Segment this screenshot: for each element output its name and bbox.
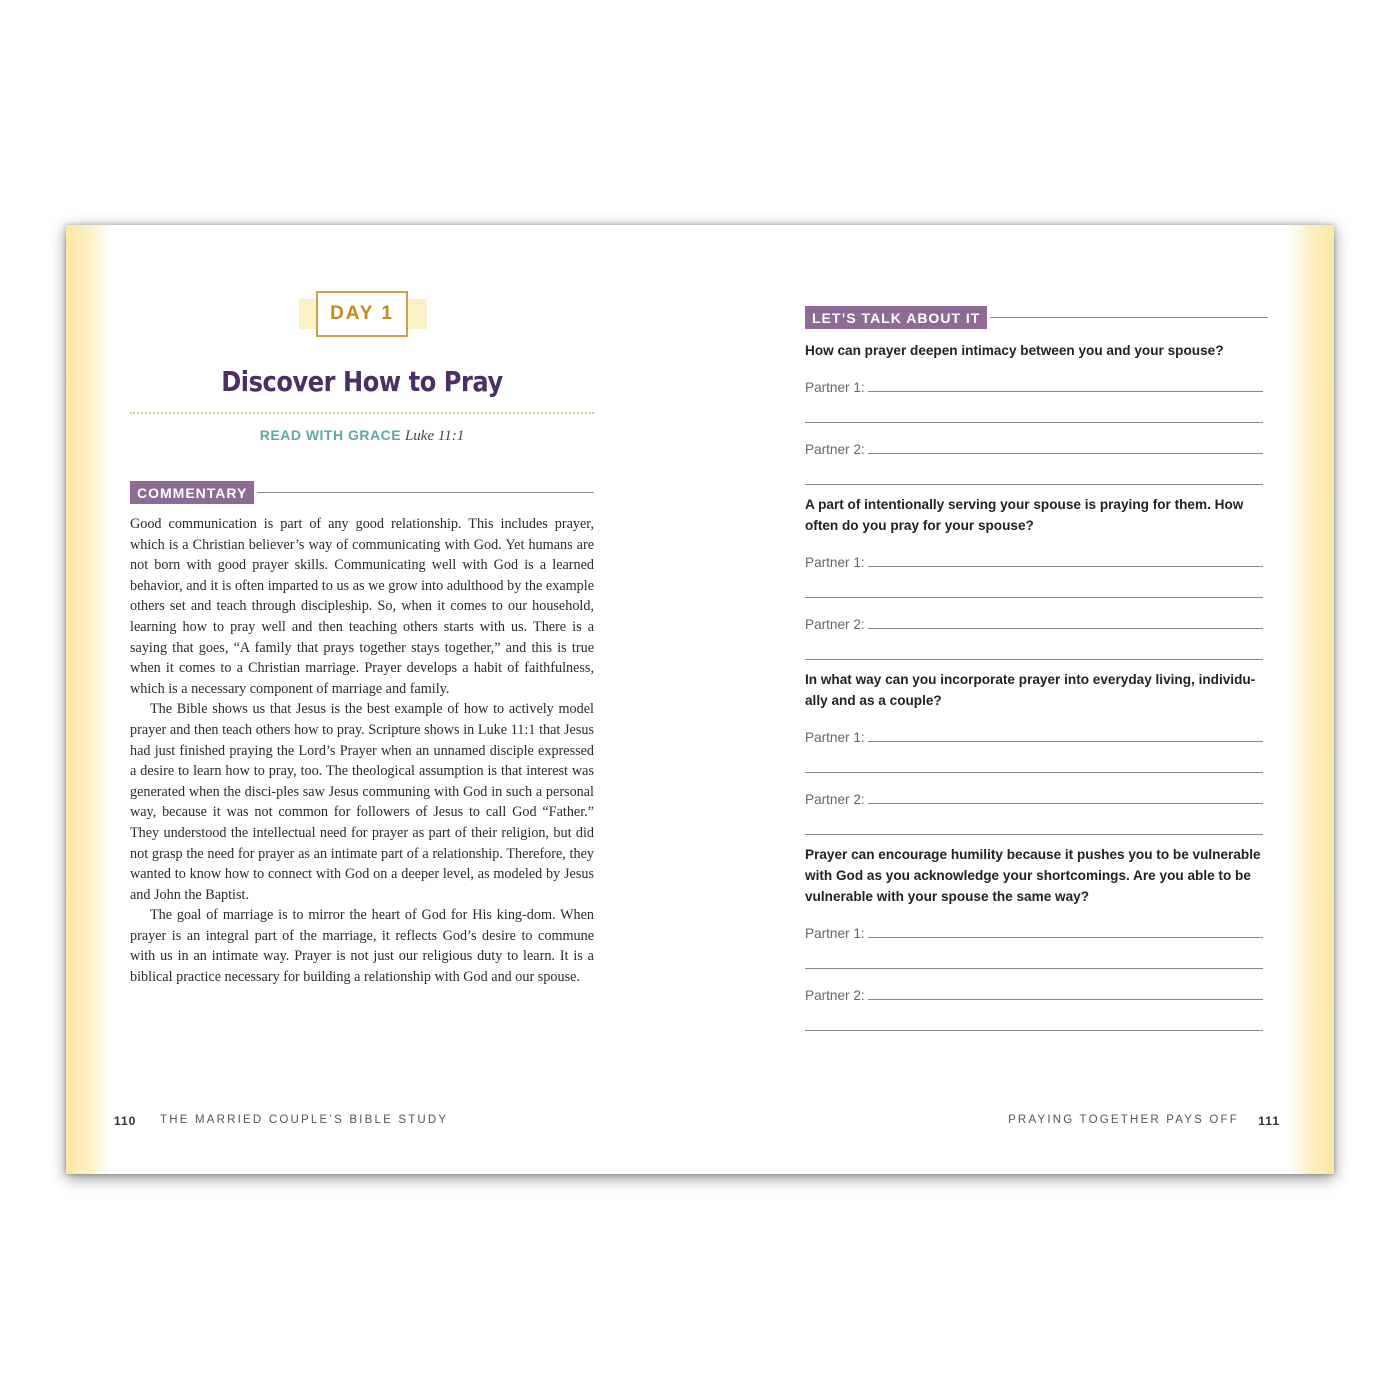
question-text: A part of intentionally serving your spouse is praying for them. How often do you pray for your spouse?: [805, 497, 1244, 533]
partner-2-answer[interactable]: [805, 423, 1263, 457]
partner-1-answer-continued[interactable]: [805, 938, 1263, 969]
partner-2-answer-continued[interactable]: [805, 804, 1263, 835]
talk-about-it-header: [805, 306, 1268, 329]
partner-1-label: Partner 1:: [805, 730, 865, 745]
partner-1-label: Partner 1:: [805, 555, 865, 570]
question-text: How can prayer deepen intimacy between you and your spouse?: [805, 343, 1224, 358]
partner-1-answer-continued[interactable]: [805, 392, 1263, 423]
partner-1-answer-continued[interactable]: [805, 567, 1263, 598]
answer-rule: [805, 1030, 1263, 1031]
talk-about-it-rule: [990, 317, 1268, 318]
partner-2-answer-continued[interactable]: [805, 454, 1263, 485]
day-label: DAY 1: [316, 291, 408, 337]
question-text: Prayer can encourage humility because it pushes you to be vulnerable with God as you acknowledge your shortcomings. Are you able to be vulnerable with your spouse the same way?: [805, 847, 1261, 904]
left-page-edge: [66, 225, 110, 1174]
commentary-tag: COMMENTARY: [130, 481, 254, 504]
partner-2-label: Partner 2:: [805, 617, 865, 632]
partner-2-answer-continued[interactable]: [805, 629, 1263, 660]
running-head-left: THE MARRIED COUPLE’S BIBLE STUDY: [160, 1114, 449, 1126]
commentary-paragraph: The Bible shows us that Jesus is the best example of how to actively model prayer and then teach others how to pray. Scripture shows in Luke 11:1 that Jesus had just finished praying the Lord’s Prayer when an unnamed disciple expressed a desire to learn how to pray, too. The theological assumption is that interest was generated when the disci-ples saw Jesus communing with God in such a personal way, because it was not common for followers of Jesus to call God “Father.” They understood the intellectual need for prayer as part of their religion, but did not grasp the need for prayer as an intimate part of a relationship. Therefore, they wanted to know how to connect with God on a deeper level, as modeled by Jesus and John the Baptist.: [130, 701, 594, 903]
question-block-2: [805, 494, 1263, 660]
commentary-paragraph: The goal of marriage is to mirror the heart of God for His king-dom. When prayer is an integral part of the marriage, it reflects God’s desire to commune with us in an intimate way. Prayer is not just our religious duty to learn. It is a biblical practice necessary for building a relationship with God and our spouse.: [130, 907, 594, 986]
book-spread: [66, 225, 1334, 1174]
answer-rule: [805, 484, 1263, 485]
scripture-reference: Luke 11:1: [404, 428, 465, 444]
partner-1-answer[interactable]: [805, 361, 1263, 395]
commentary-paragraph: Good communication is part of any good relationship. This includes prayer, which is a Christian believer’s way of communicating with God. Yet humans are not born with good prayer skills. Communicating well with God is a learned behavior, and it is often imparted to us as we grow into adulthood by the example others set and teach through discipleship. So, when it comes to our household, learning how to pray well and then teaching others starts with us. There is a saying that goes, “A family that prays together stays together,” and this is true when it comes to a Christian marriage. Prayer develops a habit of faithfulness, which is a necessary component of marriage and family.: [130, 516, 594, 697]
partner-1-label: Partner 1:: [805, 926, 865, 941]
page-number-right: 111: [1258, 1114, 1280, 1128]
answer-rule: [805, 834, 1263, 835]
partner-2-answer[interactable]: [805, 598, 1263, 632]
partner-2-answer[interactable]: [805, 969, 1263, 1003]
title-divider: [130, 412, 594, 414]
commentary-body: [130, 514, 594, 988]
partner-2-answer[interactable]: [805, 773, 1263, 807]
partner-2-answer-continued[interactable]: [805, 1000, 1263, 1031]
read-with-label: READ WITH GRACE: [259, 427, 402, 443]
question-text: In what way can you incorporate prayer into everyday living, individu-ally and as a couple?: [805, 672, 1256, 708]
right-page-edge: [1288, 225, 1334, 1174]
talk-about-it-tag: LET’S TALK ABOUT IT: [805, 306, 987, 329]
partner-2-label: Partner 2:: [805, 442, 865, 457]
read-with-grace: [130, 427, 594, 445]
question-block-4: [805, 844, 1263, 1031]
partner-1-label: Partner 1:: [805, 380, 865, 395]
partner-1-answer[interactable]: [805, 536, 1263, 570]
commentary-header: [130, 481, 594, 504]
question-block-3: [805, 669, 1263, 835]
running-head-right: PRAYING TOGETHER PAYS OFF: [1008, 1114, 1239, 1126]
question-block-1: [805, 340, 1263, 485]
chapter-title: Discover How to Pray: [221, 365, 503, 398]
page-number-left: 110: [114, 1114, 137, 1128]
day-badge: [299, 291, 427, 337]
partner-2-label: Partner 2:: [805, 792, 865, 807]
partner-1-answer[interactable]: [805, 907, 1263, 941]
partner-1-answer[interactable]: [805, 711, 1263, 745]
commentary-rule: [257, 492, 594, 493]
answer-rule: [805, 659, 1263, 660]
partner-2-label: Partner 2:: [805, 988, 865, 1003]
partner-1-answer-continued[interactable]: [805, 742, 1263, 773]
